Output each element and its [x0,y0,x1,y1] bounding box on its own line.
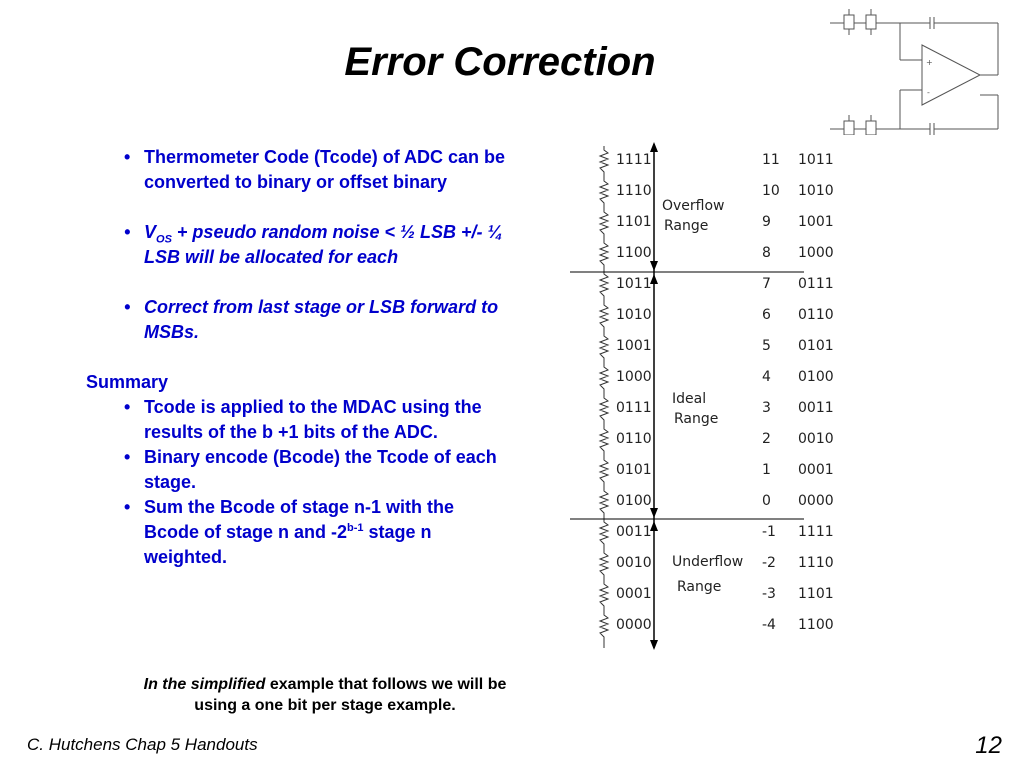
bullet-thermometer-code: • Thermometer Code (Tcode) of ADC can be converted to binary or offset binary [124,147,506,192]
overflow-label-2: Range [664,218,709,234]
tcode-label: 1111 [616,152,652,168]
decimal-label: 11 [762,152,780,168]
tcode-label: 0011 [616,524,652,540]
tcode-label: 1110 [616,183,652,199]
binary-label: 1110 [798,555,834,571]
tcode-label: 1000 [616,369,652,385]
bullet-sum-bcode: • Sum the Bcode of stage n-1 with the Bcode of stage n and -2$^{b-1}$ stage n weighted. [124,497,455,567]
divider-arrow-3 [650,508,658,518]
binary-label: 1100 [798,617,834,633]
tcode-label: 1011 [616,276,652,292]
binary-label: 1011 [798,152,834,168]
bullet-binary-encode: • Binary encode (Bcode) the Tcode of each stage. [124,447,497,492]
tcode-label: 1001 [616,338,652,354]
tcode-label: 0000 [616,617,652,633]
underflow-label-2: Range [677,579,722,595]
decimal-label: -4 [762,617,776,633]
binary-label: 0111 [798,276,834,292]
tcode-label: 1101 [616,214,652,230]
summary-heading: Summary [86,372,169,392]
bullet-tcode-mdac: • Tcode is applied to the MDAC using the results of the b +1 bits of the ADC. [124,397,482,442]
decimal-label: 5 [762,338,771,354]
tcode-label: 0110 [616,431,652,447]
ideal-label-1: Ideal [672,391,707,407]
opamp-plus-label: + [926,58,933,67]
binary-label: 1101 [798,586,834,602]
divider-arrow-1 [650,261,658,271]
example-note: In the simplified example that follows we will be using a one bit per stage example. [143,676,507,714]
tcode-label: 0101 [616,462,652,478]
decimal-label: 9 [762,214,771,230]
decimal-label: 1 [762,462,771,478]
tcode-label: 0100 [616,493,652,509]
binary-label: 1010 [798,183,834,199]
ideal-label-2: Range [674,411,719,427]
axis-arrow-bottom [650,640,658,650]
opamp-minus-label: - [927,88,930,97]
binary-label: 0100 [798,369,834,385]
axis-arrow-top [650,142,658,152]
slide-title: Error Correction [344,40,656,84]
overflow-label-1: Overflow [662,198,725,214]
tcode-label: 1010 [616,307,652,323]
tcode-label: 0010 [616,555,652,571]
decimal-label: 10 [762,183,780,199]
decimal-label: -2 [762,555,776,571]
decimal-label: 2 [762,431,771,447]
resistor-ladder [600,146,608,648]
binary-label: 0000 [798,493,834,509]
binary-label: 0010 [798,431,834,447]
decimal-label: 8 [762,245,771,261]
decimal-label: 4 [762,369,771,385]
decimal-label: -3 [762,586,776,602]
code-range-diagram [560,140,860,652]
binary-label: 0110 [798,307,834,323]
binary-label: 1111 [798,524,834,540]
underflow-label-1: Underflow [672,554,744,570]
page-number: 12 [975,732,1002,759]
binary-label: 1001 [798,214,834,230]
bullet-list [80,145,510,570]
decimal-label: 0 [762,493,771,509]
binary-label: 1000 [798,245,834,261]
decimal-label: -1 [762,524,776,540]
decimal-label: 7 [762,276,771,292]
binary-label: 0001 [798,462,834,478]
bullet-correct-lsb: • Correct from last stage or LSB forward to MSBs. [124,297,499,342]
footer-source: C. Hutchens Chap 5 Handouts [27,735,258,754]
tcode-label: 0111 [616,400,652,416]
bullet-vos-noise: • $V_{OS}$ + pseudo random noise < ½ LSB +/- ¼ LSB will be allocated for each [124,222,503,267]
opamp-circuit-illustration [830,5,1010,135]
binary-label: 0101 [798,338,834,354]
tcode-label: 0001 [616,586,652,602]
decimal-label: 3 [762,400,771,416]
tcode-label: 1100 [616,245,652,261]
binary-label: 0011 [798,400,834,416]
decimal-label: 6 [762,307,771,323]
